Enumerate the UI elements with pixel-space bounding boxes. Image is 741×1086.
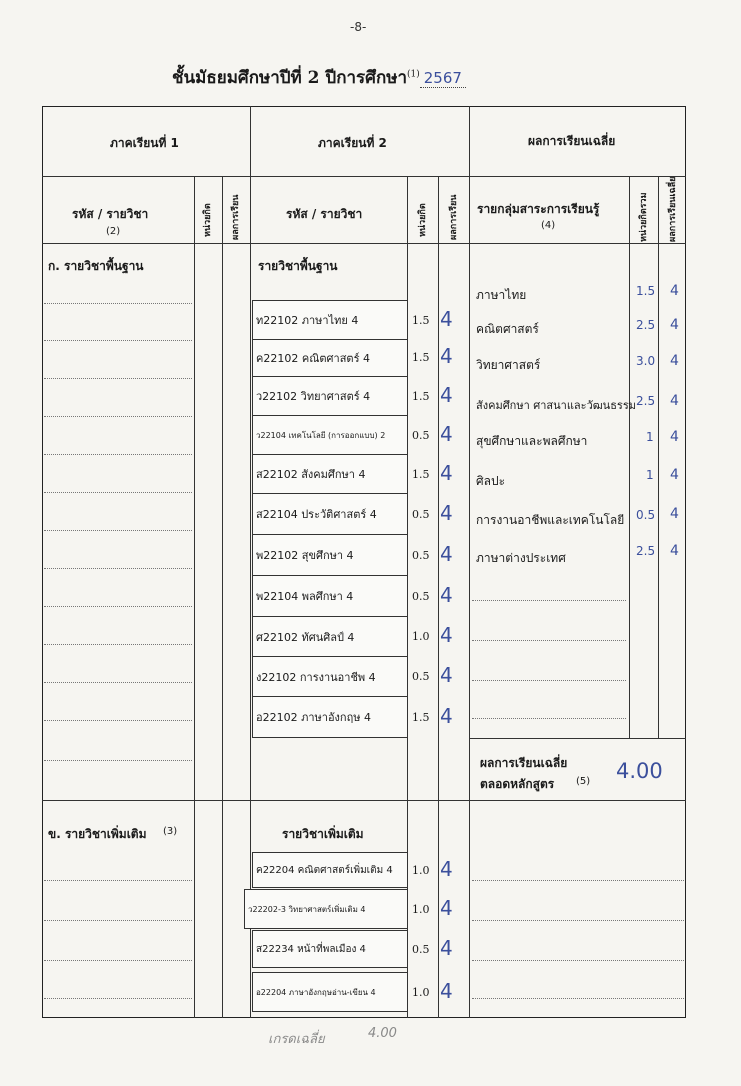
credit-value: 1.5	[412, 314, 430, 327]
credit-value: 1.5	[412, 390, 430, 403]
subject-cell: อ22204 ภาษาอังกฤษอ่าน-เขียน 4	[252, 972, 408, 1012]
row-line	[44, 920, 192, 921]
grade-value: 4	[440, 583, 453, 607]
pencil-note-value: 4.00	[368, 1026, 397, 1041]
credit-value: 1.0	[412, 630, 430, 643]
divider-t1-credits	[194, 176, 195, 1018]
t2-credits-header: หน่วยกิต	[418, 203, 428, 237]
row-line	[472, 600, 626, 601]
group-avg: 4	[670, 429, 679, 445]
group-name: วิทยาศาสตร์	[476, 358, 541, 372]
overall-label-2: ตลอดหลักสูตร	[480, 777, 555, 791]
group-avg: 4	[670, 283, 679, 299]
row-line	[44, 682, 192, 683]
t2-code-subject-header: รหัส / รายวิชา	[286, 207, 363, 221]
grade-value: 4	[440, 623, 453, 647]
grade-value: 4	[440, 383, 453, 407]
subject-cell: พ22104 พลศึกษา 4	[252, 575, 408, 617]
divider-g-avg	[658, 176, 659, 738]
group-avg: 4	[670, 506, 679, 522]
row-line	[44, 760, 192, 761]
row-line	[44, 416, 192, 417]
group-avg: 4	[670, 353, 679, 369]
grade-value: 4	[440, 857, 453, 881]
group-avg: 4	[670, 393, 679, 409]
credit-value: 0.5	[412, 670, 430, 683]
credit-value: 1.0	[412, 864, 430, 877]
row-line	[44, 568, 192, 569]
row-line	[472, 960, 684, 961]
row-line	[44, 530, 192, 531]
additional-term2-label: รายวิชาเพิ่มเติม	[282, 827, 364, 841]
overall-value: 4.00	[616, 759, 663, 783]
row-line	[44, 644, 192, 645]
subject-cell: ง22102 การงานอาชีพ 4	[252, 656, 408, 697]
grade-value: 4	[440, 501, 453, 525]
credit-value: 0.5	[412, 508, 430, 521]
grade-value: 4	[440, 663, 453, 687]
divider-t2-result	[438, 176, 439, 1018]
row-line	[44, 960, 192, 961]
subject-cell: ส22102 สังคมศึกษา 4	[252, 454, 408, 494]
grade-value: 4	[440, 936, 453, 960]
subject-cell: ค22102 คณิตศาสตร์ 4	[252, 339, 408, 377]
credit-value: 0.5	[412, 429, 430, 442]
subject-cell: ค22204 คณิตศาสตร์เพิ่มเติม 4	[252, 852, 408, 888]
row-line	[44, 378, 192, 379]
group-total: 1.5	[636, 284, 656, 298]
row-line	[472, 680, 626, 681]
subject-cell: ว22202-3 วิทยาศาสตร์เพิ่มเติม 4	[244, 889, 408, 929]
term2-heading: ภาคเรียนที่ 2	[318, 136, 387, 150]
credit-value: 0.5	[412, 549, 430, 562]
group-total: 2.5	[636, 394, 656, 408]
credit-value: 0.5	[412, 590, 430, 603]
group-note-4: (4)	[541, 220, 556, 231]
group-name: สุขศึกษาและพลศึกษา	[476, 434, 588, 448]
term1-heading: ภาคเรียนที่ 1	[110, 136, 179, 150]
grade-value: 4	[440, 979, 453, 1003]
overall-rule-bottom	[469, 800, 686, 801]
subject-cell: ท22102 ภาษาไทย 4	[252, 300, 408, 340]
group-avg: 4	[670, 317, 679, 333]
group-name: ภาษาไทย	[476, 288, 527, 302]
avg-result-header: ผลการเรียนเฉลี่ย	[668, 176, 678, 242]
divider-t1-result	[222, 176, 223, 1018]
group-subject-header: รายกลุ่มสาระการเรียนรู้	[477, 202, 600, 216]
title-text: ชั้นมัธยมศึกษาปีที่ 2 ปีการศึกษา	[172, 68, 408, 88]
t1-credits-header: หน่วยกิต	[203, 203, 213, 237]
row-line	[44, 454, 192, 455]
additional-note: (3)	[163, 826, 178, 837]
page-title	[172, 64, 466, 91]
pencil-note-label: เกรดเฉลี่ย	[268, 1032, 325, 1047]
subject-cell: อ22102 ภาษาอังกฤษ 4	[252, 696, 408, 738]
credit-value: 1.5	[412, 711, 430, 724]
group-total: 1	[646, 430, 654, 444]
row-line	[472, 998, 684, 999]
page-number: -8-	[350, 20, 367, 34]
additional-term1-label: ข. รายวิชาเพิ่มเติม	[48, 827, 147, 841]
group-total: 2.5	[636, 318, 656, 332]
header-rule-1	[42, 176, 686, 177]
subject-cell: ส22234 หน้าที่พลเมือง 4	[252, 930, 408, 968]
credit-value: 1.5	[412, 468, 430, 481]
t1-note-2: (2)	[106, 226, 121, 237]
group-name: การงานอาชีพและเทคโนโลยี	[476, 513, 625, 527]
row-line	[44, 492, 192, 493]
section-rule	[42, 800, 469, 801]
grade-value: 4	[440, 461, 453, 485]
overall-note: (5)	[576, 776, 591, 787]
grade-value: 4	[440, 542, 453, 566]
subject-cell: พ22102 สุขศึกษา 4	[252, 534, 408, 576]
overall-rule-top	[469, 738, 686, 739]
row-line	[44, 606, 192, 607]
basic-term1-label: ก. รายวิชาพื้นฐาน	[48, 259, 144, 273]
header-rule-2	[42, 243, 686, 244]
credit-value: 1.0	[412, 903, 430, 916]
academic-year: 2567	[420, 69, 466, 88]
credit-value: 0.5	[412, 943, 430, 956]
title-note: (1)	[407, 69, 420, 80]
grade-value: 4	[440, 344, 453, 368]
total-credits-header: หน่วยกิตรวม	[639, 192, 649, 242]
group-name: สังคมศึกษา ศาสนาและวัฒนธรรม	[476, 399, 636, 412]
group-avg: 4	[670, 543, 679, 559]
grade-value: 4	[440, 422, 453, 446]
group-total: 1	[646, 468, 654, 482]
subject-cell: ว22102 วิทยาศาสตร์ 4	[252, 376, 408, 416]
group-name: ศิลปะ	[476, 474, 506, 488]
row-line	[472, 880, 684, 881]
row-line	[44, 303, 192, 304]
row-line	[472, 920, 684, 921]
group-avg: 4	[670, 467, 679, 483]
group-name: ภาษาต่างประเทศ	[476, 551, 566, 565]
subject-cell: ว22104 เทคโนโลยี (การออกแบบ) 2	[252, 415, 408, 455]
row-line	[472, 640, 626, 641]
t1-code-subject-header: รหัส / รายวิชา	[72, 207, 149, 221]
group-total: 3.0	[636, 354, 656, 368]
grade-value: 4	[440, 307, 453, 331]
basic-term2-label: รายวิชาพื้นฐาน	[258, 259, 338, 273]
row-line	[44, 340, 192, 341]
t2-result-header: ผลการเรียน	[449, 194, 459, 240]
subject-cell: ส22104 ประวัติศาสตร์ 4	[252, 493, 408, 535]
divider-g-total	[629, 176, 630, 738]
group-name: คณิตศาสตร์	[476, 322, 539, 336]
t1-result-header: ผลการเรียน	[231, 194, 241, 240]
overall-label-1: ผลการเรียนเฉลี่ย	[480, 756, 568, 770]
average-heading: ผลการเรียนเฉลี่ย	[528, 134, 616, 148]
row-line	[472, 718, 626, 719]
grade-value: 4	[440, 896, 453, 920]
grade-value: 4	[440, 704, 453, 728]
row-line	[44, 998, 192, 999]
group-total: 2.5	[636, 544, 656, 558]
row-line	[44, 720, 192, 721]
group-total: 0.5	[636, 508, 656, 522]
credit-value: 1.5	[412, 351, 430, 364]
row-line	[44, 880, 192, 881]
subject-cell: ศ22102 ทัศนศิลป์ 4	[252, 616, 408, 657]
credit-value: 1.0	[412, 986, 430, 999]
